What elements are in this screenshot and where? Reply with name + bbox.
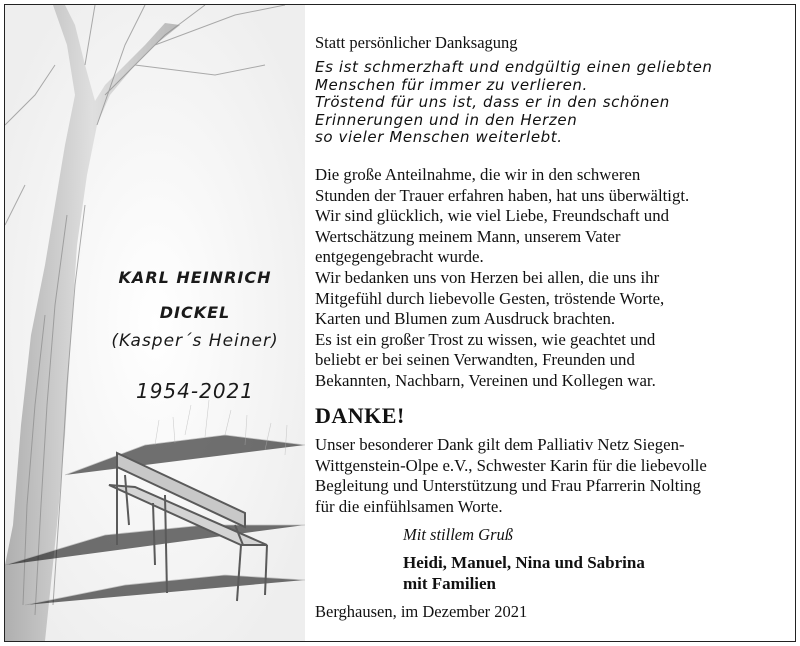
obituary-card	[4, 4, 796, 642]
deceased-name-line2: DICKEL	[159, 303, 231, 322]
poem	[315, 59, 785, 147]
deceased-name-line1: KARL HEINRICH	[118, 268, 272, 287]
poem-line: so vieler Menschen weiterlebt.	[315, 128, 563, 146]
text-line: entgegengebracht wurde.	[315, 247, 484, 267]
poem-line: Menschen für immer zu verlieren.	[315, 75, 588, 94]
deceased-nickname: (Kasper´s Heiner)	[111, 331, 279, 351]
text-line: Wir bedanken uns von Herzen bei allen, die uns ihr	[315, 267, 660, 287]
signer-line: Heidi, Manuel, Nina und Sabrina	[403, 553, 645, 572]
text-line: Wertschätzung meinem Mann, unserem Vater	[315, 226, 621, 246]
text-line: beliebt er bei seinen Verwandten, Freunden und	[315, 350, 635, 370]
text-line: Es ist ein großer Trost zu wissen, wie geachtet und	[315, 329, 656, 349]
signers	[403, 552, 645, 594]
danke-heading: DANKE!	[315, 403, 405, 428]
special-thanks-paragraph	[315, 435, 790, 517]
text-line: Unser besonderer Dank gilt dem Palliativ Netz Siegen-	[315, 435, 685, 454]
text-line: Die große Anteilnahme, die wir in den schweren	[315, 165, 641, 184]
poem-line: Es ist schmerzhaft und endgültig einen geliebten	[315, 58, 713, 76]
text-line: Bekannten, Nachbarn, Vereinen und Kollegen war.	[315, 370, 656, 390]
poem-line: Erinnerungen und in den Herzen	[315, 110, 578, 129]
deceased-years: 1954-2021	[135, 379, 254, 403]
place-and-date: Berghausen, im Dezember 2021	[315, 602, 528, 621]
text-line: Mitgefühl durch liebevolle Gesten, tröstende Worte,	[315, 288, 665, 308]
text-line: Wittgenstein-Olpe e.V., Schwester Karin für die liebevolle	[315, 455, 707, 475]
heading: Statt persönlicher Danksagung	[315, 33, 518, 52]
text-line: Wir sind glücklich, wie viel Liebe, Freundschaft und	[315, 206, 669, 226]
poem-line: Tröstend für uns ist, dass er in den schönen	[315, 93, 670, 111]
text-line: Stunden der Trauer erfahren haben, hat uns überwältigt.	[315, 185, 690, 205]
text-line: Begleitung und Unterstützung und Frau Pfarrerin Nolting	[315, 476, 701, 496]
thanks-paragraph	[315, 165, 785, 392]
tree-and-bench-illustration	[5, 5, 305, 641]
signer-line: mit Familien	[403, 574, 497, 593]
closing-greeting: Mit stillem Gruß	[403, 525, 513, 544]
text-line: Karten und Blumen zum Ausdruck brachten.	[315, 309, 616, 329]
text-line: für die einfühlsamen Worte.	[315, 496, 503, 516]
